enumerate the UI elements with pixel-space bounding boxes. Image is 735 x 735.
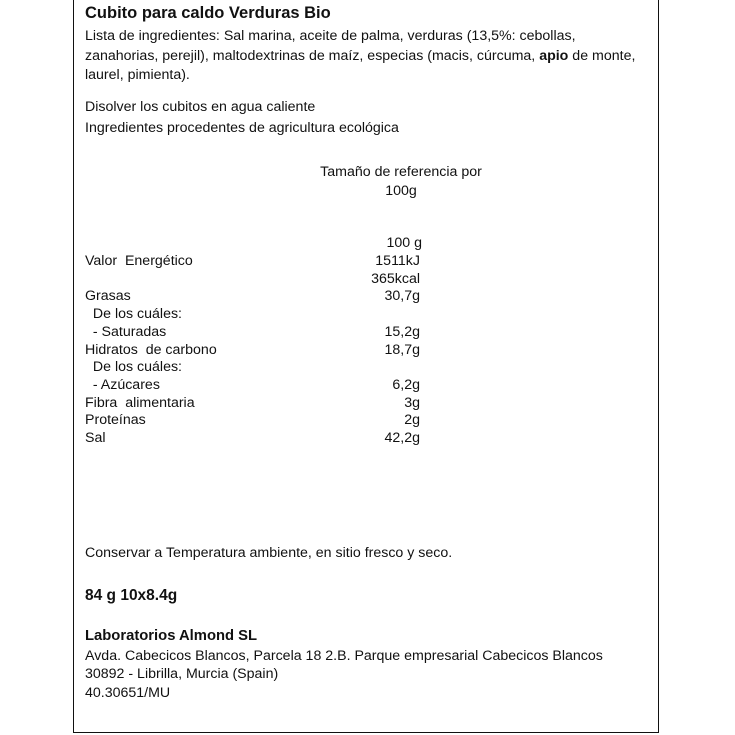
company-registry: 40.30651/MU bbox=[85, 685, 171, 701]
nutrition-label: - Saturadas bbox=[85, 323, 167, 340]
instructions-text: Disolver los cubitos en agua caliente bbox=[85, 99, 316, 115]
ingredients-suffix: de monte, laurel, pimienta). bbox=[85, 47, 636, 83]
ingredients-prefix: Lista de ingredientes: Sal marina, aceite de palma, verduras (13,5%: cebollas, zanahorias, perejil), maltodextrinas de maíz, especias (macis, cúrcuma, bbox=[85, 28, 576, 64]
nutrition-label: Hidratos de carbono bbox=[85, 341, 217, 358]
nutrition-value: 2g bbox=[404, 412, 420, 429]
company-name: Laboratorios Almond SL bbox=[85, 628, 258, 644]
storage-text: Conservar a Temperatura ambiente, en sitio fresco y seco. bbox=[85, 545, 453, 561]
product-title: Cubito para caldo Verduras Bio bbox=[85, 4, 331, 22]
nutrition-label: Sal bbox=[85, 430, 106, 446]
net-weight: 84 g 10x8.4g bbox=[85, 587, 178, 604]
nutrition-value: 1511kJ bbox=[375, 253, 420, 269]
nutrition-label: De los cuáles: bbox=[85, 359, 182, 376]
nutrition-value: 18,7g bbox=[384, 341, 420, 358]
nutrition-value: 3g bbox=[404, 394, 420, 411]
column-header: 100 g bbox=[386, 235, 422, 251]
nutrition-label: De los cuáles: bbox=[85, 306, 182, 323]
nutrition-value: 42,2g bbox=[384, 430, 420, 446]
nutrition-value: 15,2g bbox=[384, 323, 420, 340]
reference-line-2: 100g bbox=[385, 183, 417, 199]
nutrition-label: - Azúcares bbox=[85, 376, 160, 393]
nutrition-value: 365kcal bbox=[371, 270, 420, 287]
ingredients-list bbox=[85, 27, 650, 86]
nutrition-value: 30,7g bbox=[384, 288, 420, 305]
nutrition-label: Valor Energético bbox=[85, 253, 193, 269]
nutrition-value: 6,2g bbox=[392, 376, 420, 393]
company-address-2: 30892 - Librilla, Murcia (Spain) bbox=[85, 666, 279, 682]
company-address-1: Avda. Cabecicos Blancos, Parcela 18 2.B. Parque empresarial Cabecicos Blancos bbox=[85, 648, 603, 664]
origin-text: Ingredientes procedentes de agricultura ecológica bbox=[85, 120, 399, 136]
nutrition-label: Proteínas bbox=[85, 412, 146, 429]
reference-line-1: Tamaño de referencia por bbox=[320, 164, 482, 180]
nutrition-label: Fibra alimentaria bbox=[85, 394, 195, 411]
nutrition-label: Grasas bbox=[85, 288, 131, 305]
allergen-highlight: apio bbox=[539, 47, 569, 64]
